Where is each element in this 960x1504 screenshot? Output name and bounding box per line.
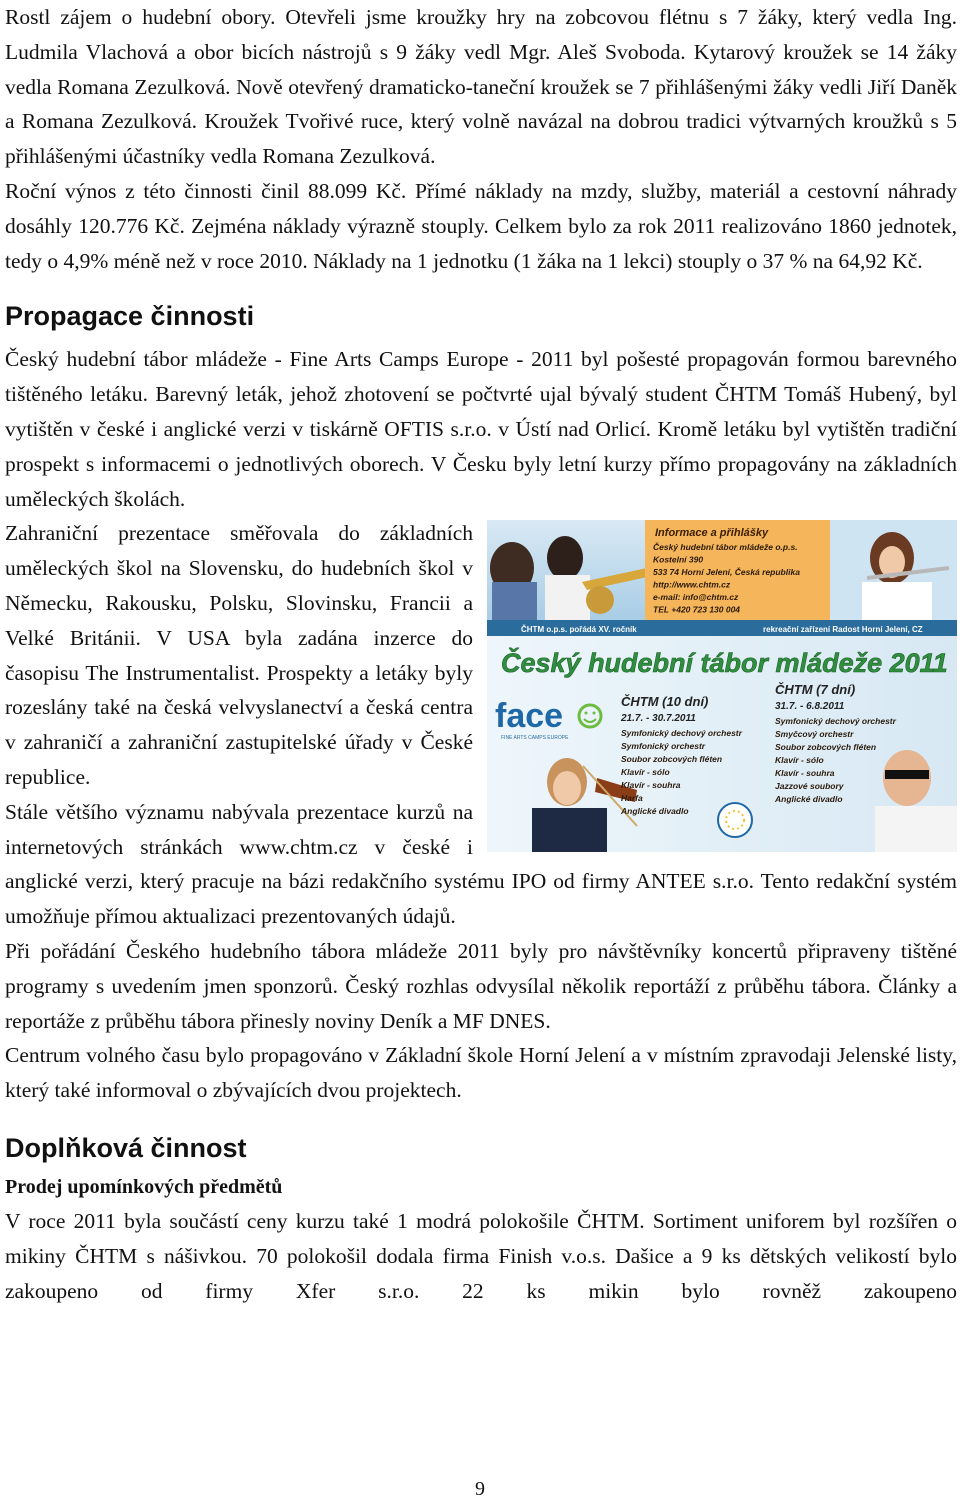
paragraph-souvenirs: V roce 2011 byla součástí ceny kurzu také 1 modrá polokošile ČHTM. Sortiment uniforem byl rozšířen o mikiny ČHTM s nášivkou. 70 polokošil dodala firma Finish v.o.s. Dašice a 9 ks dětských velikostí bylo zakoupeno od firmy Xfer s.r.o. 22 ks mikin bylo rovněž zakoupeno	[5, 1208, 957, 1303]
course1_items-1: Symfonický orchestr	[621, 741, 706, 752]
info_lines-2: 533 74 Horní Jelení, Česká republika	[653, 567, 800, 578]
heading-doplnkova: Doplňková činnost	[5, 1132, 247, 1163]
paragraph-foreign-presentation: Zahraniční prezentace směřovala do základních uměleckých škol na Slovensku, do hudebních škol v Německu, Rakousku, Polsku, Slovinsku, Francii a Velké Británii. V USA byla zadána inzerce do časopisu The Instrumentalist. Prospekty a letáky byly rozeslány také na česká velvyslanectví a česká centra v zahraničí a zahraniční zastupitelské úřady v České republice.	[5, 521, 473, 789]
course1_items-5: Harfa	[621, 793, 643, 804]
heading-propagace: Propagace činnosti	[5, 301, 255, 332]
course2-title: ČHTM (7 dní)	[775, 682, 856, 698]
musician-photo-2	[547, 536, 583, 580]
course2_items-5: Jazzové soubory	[775, 781, 844, 792]
info_lines-1: Kostelní 390	[653, 554, 704, 565]
course1_items-3: Klavír - sólo	[621, 767, 670, 778]
course2_items-2: Soubor zobcových fléten	[775, 742, 877, 753]
paragraph-concert-programs: Při pořádání Českého hudebního tábora mládeže 2011 byly pro návštěvníky koncertů připraveny tištěné programy s uvedením jmen sponzorů. Český rozhlas odvysílal několik reportáží z průběhu tábora. Články a reportáže z průběhu tábora přinesly noviny Deník a MF DNES.	[5, 938, 957, 1033]
paragraph-leisure-centre: Centrum volného času bylo propagováno v Základní škole Horní Jelení a v místním zpravodaji Jelenské listy, který také informoval o zbývajících dvou projektech.	[5, 1043, 957, 1103]
face-logo: face	[495, 697, 564, 736]
course2_items-4: Klavír - souhra	[775, 768, 835, 779]
course1-dates: 21.7. - 30.7.2011	[621, 713, 696, 725]
info-title: Informace a přihlášky	[655, 527, 769, 540]
document-page	[5, 0, 957, 1308]
info_lines-3: http://www.chtm.cz	[653, 579, 731, 590]
course1_items-4: Klavír - souhra	[621, 780, 681, 791]
course2_items-3: Klavír - sólo	[775, 755, 824, 766]
sunglasses-icon	[885, 770, 929, 779]
course2_items-0: Symfonický dechový orchestr	[775, 716, 896, 727]
eu-seal-icon	[718, 803, 752, 837]
band-left-text: ČHTM o.p.s. pořádá XV. ročník	[521, 625, 637, 635]
course2_items-1: Smyčcový orchestr	[775, 729, 854, 740]
course2-dates: 31.7. - 6.8.2011	[775, 701, 845, 713]
paragraph-hobby-groups: Rostl zájem o hudební obory. Otevřeli jsme kroužky hry na zobcovou flétnu s 7 žáky, který vedla Ing. Ludmila Vlachová a obor bicích nástrojů s 9 žáky vedl Mgr. Aleš Svoboda. Kytarový kroužek se 14 žáky vedla Romana Zezulková. Nově otevřený dramaticko-taneční kroužek se 7 přihlášenými žáky vedli Jiří Daněk a Romana Zezulková. Kroužek Tvořivé ruce, který volně navázal na dobrou tradici výtvarných kroužků s 5 přihlášenými účastníky vedla Romana Zezulková.	[5, 5, 957, 169]
paragraph-revenue: Roční výnos z této činnosti činil 88.099 Kč. Přímé náklady na mzdy, služby, materiál a cestovní náhrady dosáhly 120.776 Kč. Zejména náklady výrazně stouply. Celkem bylo za rok 2011 realizováno 1860 jednotek, tedy o 4,9% méně než v roce 2010. Náklady na 1 jednotku (1 žáka na 1 lekci) stouply o 37 % na 64,92 Kč.	[5, 178, 957, 273]
flyer-section	[5, 516, 957, 934]
course1_items-6: Anglické divadlo	[621, 806, 689, 817]
info_lines-4: e-mail: info@chtm.cz	[653, 592, 739, 603]
course1_items-2: Soubor zobcových fléten	[621, 754, 723, 765]
info_lines-5: TEL +420 723 130 004	[653, 604, 741, 615]
course1-title: ČHTM (10 dní)	[621, 694, 709, 710]
face-logo-subtitle: FINE ARTS CAMPS EUROPE	[501, 735, 569, 742]
camp-flyer-image	[487, 520, 957, 852]
flyer-title: Český hudební tábor mládeže 2011	[501, 648, 948, 679]
page-number: 9	[475, 1478, 485, 1500]
course2_items-6: Anglické divadlo	[775, 794, 843, 805]
paragraph-camp-flyer: Český hudební tábor mládeže - Fine Arts Camps Europe - 2011 byl pošesté propagován formou barevného tištěného letáku. Barevný leták, jehož zhotovení se počtvrté ujal bývalý student ČHTM Tomáš Hubený, byl vytištěn v české i anglické verzi v tiskárně OFTIS s.r.o. v Ústí nad Orlicí. Kromě letáku byl vytištěn tradiční prospekt s informacemi o jednotlivých oborech. V Česku byly letní kurzy přímo propagovány na základních uměleckých školách.	[5, 347, 957, 511]
course1_items-0: Symfonický dechový orchestr	[621, 728, 742, 739]
band-right-text: rekreační zařízení Radost Horní Jelení, CZ	[763, 625, 923, 635]
paragraph-website: Stále většího významu nabývala prezentace kurzů na internetových stránkách www.chtm.cz v české i anglické verzi, který pracuje na bázi redakčního systému IPO od firmy ANTEE s.r.o. Tento redakční systém umožňuje přímou aktualizaci prezentovaných údajů.	[5, 799, 957, 929]
flyer-svg	[487, 520, 957, 852]
subheading-prodej: Prodej upomínkových předmětů	[5, 1175, 283, 1198]
info_lines-0: Český hudební tábor mládeže o.p.s.	[653, 542, 798, 553]
